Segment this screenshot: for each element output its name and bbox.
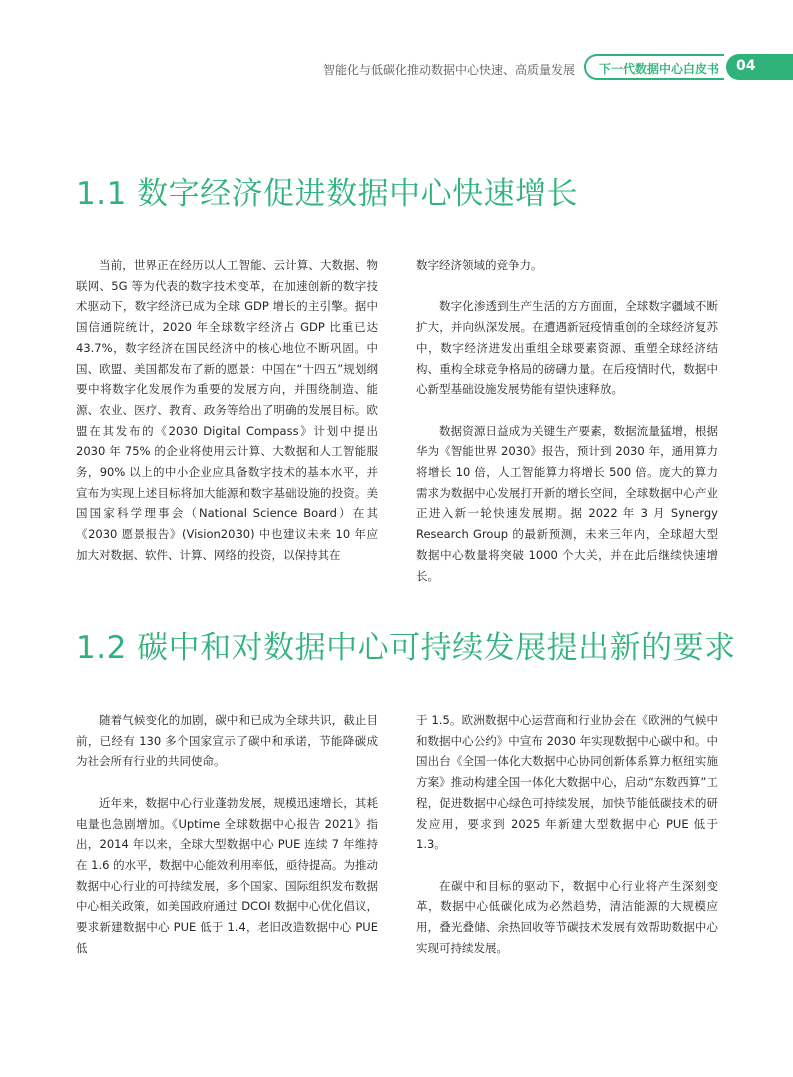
- paragraph-continuation: 数字经济领域的竞争力。: [416, 258, 543, 272]
- paragraph: 数据资源日益成为关键生产要素，数据流量猛增，根据华为《智能世界 2030》报告，预计到 2030 年，通用算力将增长 10 倍，人工智能算力将增长 500 倍。庞大的算力需求为数据中心发展打开新的增长空间，全球数据中心产业正进入新一轮快速发展期。据 2022 年 3 月 Synergy Research Group 的最新预测，未来三年内，全球超大型数据中心数量将突破 1000 个大关，并在此后继续快速增长。: [416, 423, 718, 583]
- paragraph: 近年来，数据中心行业蓬勃发展，规模迅速增长，其耗电量也急剧增加。《Uptime 全球数据中心报告 2021》指出，2014 年以来，全球大型数据中心 PUE 连续 7 年维持在 1.6 的水平，数据中心能效利用率低，亟待提高。为推动数据中心行业的可持续发展，多个国家、国际组织发布数据中心相关政策，如美国政府通过 DCOI 数据中心优化倡议，要求新建数据中心 PUE 低于 1.4，老旧改造数据中心 PUE 低: [76, 795, 378, 955]
- section-1-heading: 1.1 数字经济促进数据中心快速增长: [76, 176, 579, 212]
- section-2-heading: 1.2 碳中和对数据中心可持续发展提出新的要求: [76, 630, 736, 666]
- paragraph: 随着气候变化的加剧，碳中和已成为全球共识，截止目前，已经有 130 多个国家宣示了碳中和承诺，节能降碳成为社会所有行业的共同使命。: [76, 713, 378, 769]
- section-2-right-column: [416, 710, 718, 958]
- doc-title: 下一代数据中心白皮书: [599, 62, 720, 76]
- section-1-right-column: [416, 255, 718, 586]
- page-number-tab: [726, 54, 793, 80]
- doc-title-pill: [584, 54, 724, 80]
- paragraph: 在碳中和目标的驱动下，数据中心行业将产生深刻变革，数据中心低碳化成为必然趋势，清洁能源的大规模应用，叠光叠储、余热回收等节碳技术发展有效帮助数据中心实现可持续发展。: [416, 878, 718, 955]
- page-number: 04: [736, 58, 756, 74]
- section-2-left-column: [76, 710, 378, 958]
- paragraph-continuation: 于 1.5。欧洲数据中心运营商和行业协会在《欧洲的气候中和数据中心公约》中宣布 2030 年实现数据中心碳中和。中国出台《全国一体化大数据中心协同创新体系算力枢纽实施方案》推动构建全国一体化大数据中心，启动“东数西算”工程，促进数据中心绿色可持续发展，加快节能低碳技术的研发应用，要求到 2025 年新建大型数据中心 PUE 低于 1.3。: [416, 713, 718, 852]
- page-header: [0, 52, 793, 84]
- header-subtitle: 智能化与低碳化推动数据中心快速、高质量发展: [322, 63, 575, 77]
- paragraph: 当前，世界正在经历以人工智能、云计算、大数据、物联网、5G 等为代表的数字技术变革，在加速创新的数字技术驱动下，数字经济已成为全球 GDP 增长的主引擎。据中国信通院统计，2020 年全球数字经济占 GDP 比重已达 43.7%，数字经济在国民经济中的核心地位不断巩固。中国、欧盟、美国都发布了新的愿景：中国在“十四五”规划纲要中将数字化发展作为重要的发展方向，并围绕制造、能源、农业、医疗、教育、政务等给出了明确的发展目标。欧盟在其发布的《2030 Digital Compass》计划中提出 2030 年 75% 的企业将使用云计算、大数据和人工智能服务，90% 以上的中小企业应具备数字技术的基本水平，并宣布为实现上述目标将加大能源和数字基础设施的投资。美国国家科学理事会（National Science Board）在其《2030 愿景报告》(Vision2030) 中也建议未来 10 年应加大对数据、软件、计算、网络的投资，以保持其在: [76, 258, 378, 562]
- section-1-left-column: [76, 255, 378, 566]
- paragraph: 数字化渗透到生产生活的方方面面，全球数字疆域不断扩大，并向纵深发展。在遭遇新冠疫情重创的全球经济复苏中，数字经济进发出重组全球要素资源、重塑全球经济结构、重构全球竞争格局的磅礴力量。在后疫情时代，数据中心新型基础设施发展势能有望快速释放。: [416, 299, 718, 397]
